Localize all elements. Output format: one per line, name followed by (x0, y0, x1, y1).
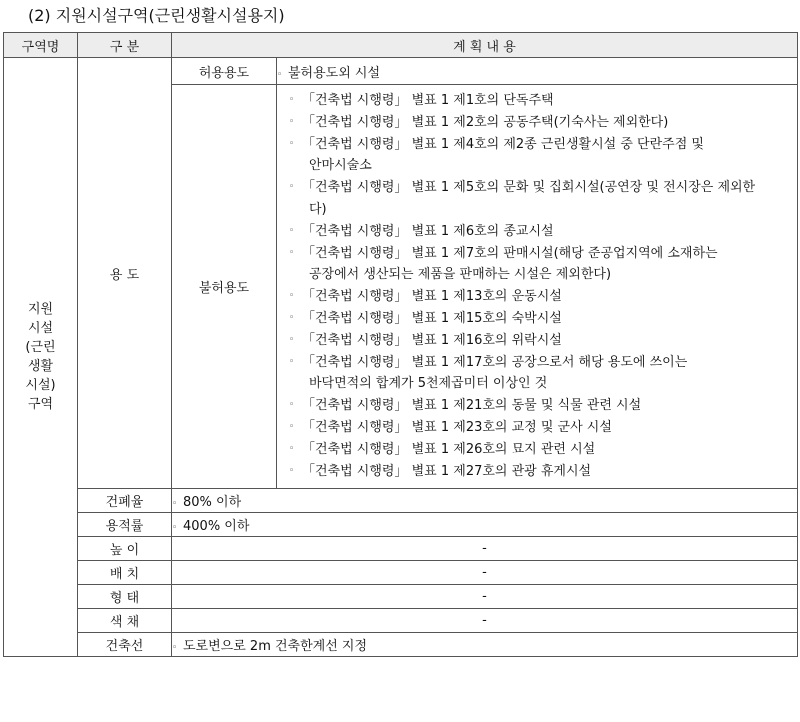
allowed-use-row (4, 58, 798, 85)
floor-area-ratio-label: 용적률 (78, 513, 172, 537)
item-text: 「건축법 시행령」 별표 1 제23호의 교정 및 군사 시설 (302, 419, 612, 435)
bullet-icon: ◦ (172, 523, 178, 534)
building-line-row (4, 633, 798, 657)
item-text: 「건축법 시행령」 별표 1 제13호의 운동시설 (302, 289, 562, 305)
item-text: 「건축법 시행령」 별표 1 제21호의 동물 및 식물 관련 시설 (302, 398, 642, 414)
zone-name-cell (4, 58, 78, 657)
prohibited-use-item (289, 221, 793, 243)
item-text-continued: 바닥면적의 합계가 5천제곱미터 이상인 것 (309, 376, 548, 392)
prohibited-use-item (289, 134, 793, 178)
prohibited-use-item (289, 90, 793, 112)
bullet-icon: ◦ (172, 643, 178, 654)
building-line-label: 건축선 (78, 633, 172, 657)
item-text: 「건축법 시행령」 별표 1 제6호의 종교시설 (302, 223, 554, 239)
prohibited-use-item (289, 177, 793, 221)
prohibited-use-item (289, 461, 793, 483)
plan-table (3, 32, 798, 657)
building-line-value (172, 633, 798, 657)
item-text-continued: 다) (309, 201, 327, 217)
form-row (4, 585, 798, 609)
bullet-icon: ◦ (277, 69, 283, 80)
form-value: - (172, 585, 798, 609)
color-value: - (172, 609, 798, 633)
header-zone: 구역명 (4, 33, 78, 58)
bullet-icon: ◦ (289, 116, 295, 127)
allowed-use-value (277, 58, 798, 85)
bullet-icon: ◦ (289, 225, 295, 236)
floor-area-ratio-row (4, 513, 798, 537)
item-text: 「건축법 시행령」 별표 1 제26호의 묘지 관련 시설 (302, 441, 596, 457)
item-text-continued: 안마시술소 (309, 158, 372, 174)
bullet-icon: ◦ (289, 312, 295, 323)
floor-area-ratio-value (172, 513, 798, 537)
layout-row (4, 561, 798, 585)
layout-value: - (172, 561, 798, 585)
height-row (4, 537, 798, 561)
bullet-icon: ◦ (289, 247, 295, 258)
bullet-icon: ◦ (289, 95, 295, 105)
prohibited-use-item (289, 395, 793, 417)
bullet-icon: ◦ (289, 465, 295, 476)
item-text: 「건축법 시행령」 별표 1 제7호의 판매시설(해당 준공업지역에 소재하는 (302, 245, 718, 261)
coverage-label: 건폐율 (78, 489, 172, 513)
height-label: 높 이 (78, 537, 172, 561)
zone-name-line: 생활 (27, 359, 54, 375)
bullet-icon: ◦ (289, 400, 295, 411)
prohibited-use-item (289, 308, 793, 330)
prohibited-use-cell (277, 85, 798, 489)
bullet-icon: ◦ (289, 182, 295, 193)
building-line-text: 도로변으로 2m 건축한계선 지정 (183, 639, 368, 655)
allowed-use-label: 허용용도 (172, 58, 277, 85)
bullet-icon: ◦ (289, 334, 295, 345)
prohibited-use-list (277, 85, 797, 488)
color-label: 색 채 (78, 609, 172, 633)
header-plan: 계 획 내 용 (172, 33, 798, 58)
bullet-icon: ◦ (289, 356, 295, 367)
zone-name-line: (근린 (25, 340, 56, 356)
prohibited-use-item (289, 417, 793, 439)
prohibited-use-item (289, 243, 793, 287)
zone-name-line: 시설) (25, 378, 56, 394)
bullet-icon: ◦ (289, 138, 295, 149)
zone-name-line: 구역 (27, 397, 54, 413)
item-text: 「건축법 시행령」 별표 1 제16호의 위락시설 (302, 332, 562, 348)
coverage-text: 80% 이하 (183, 495, 242, 511)
prohibited-use-item (289, 286, 793, 308)
bullet-icon: ◦ (289, 421, 295, 432)
prohibited-use-label: 불허용도 (172, 85, 277, 489)
item-text: 「건축법 시행령」 별표 1 제27호의 관광 휴게시설 (302, 463, 592, 479)
height-value: - (172, 537, 798, 561)
floor-area-ratio-text: 400% 이하 (183, 519, 250, 535)
item-text: 「건축법 시행령」 별표 1 제2호의 공동주택(기숙사는 제외한다) (302, 114, 669, 130)
zone-name-line: 시설 (27, 321, 54, 337)
header-row (4, 33, 798, 58)
color-row (4, 609, 798, 633)
coverage-row (4, 489, 798, 513)
item-text: 「건축법 시행령」 별표 1 제17호의 공장으로서 해당 용도에 쓰이는 (302, 354, 688, 370)
use-label: 용 도 (78, 58, 172, 489)
bullet-icon: ◦ (289, 291, 295, 302)
coverage-value (172, 489, 798, 513)
allowed-use-text: 불허용도외 시설 (288, 65, 381, 81)
item-text: 「건축법 시행령」 별표 1 제1호의 단독주택 (302, 93, 554, 108)
prohibited-use-item (289, 439, 793, 461)
section-title: (2) 지원시설구역(근린생활시설용지) (28, 6, 285, 25)
bullet-icon: ◦ (172, 499, 178, 510)
prohibited-use-item (289, 352, 793, 396)
zone-name-line: 지원 (27, 302, 54, 318)
item-text-continued: 공장에서 생산되는 제품을 판매하는 시설은 제외한다) (309, 267, 612, 283)
item-text: 「건축법 시행령」 별표 1 제4호의 제2종 근린생활시설 중 단란주점 및 (302, 136, 704, 152)
form-label: 형 태 (78, 585, 172, 609)
prohibited-use-item (289, 330, 793, 352)
prohibited-use-item (289, 112, 793, 134)
bullet-icon: ◦ (289, 443, 295, 454)
header-category: 구 분 (78, 33, 172, 58)
item-text: 「건축법 시행령」 별표 1 제5호의 문화 및 집회시설(공연장 및 전시장은 제외한 (302, 180, 756, 196)
layout-label: 배 치 (78, 561, 172, 585)
item-text: 「건축법 시행령」 별표 1 제15호의 숙박시설 (302, 310, 562, 326)
